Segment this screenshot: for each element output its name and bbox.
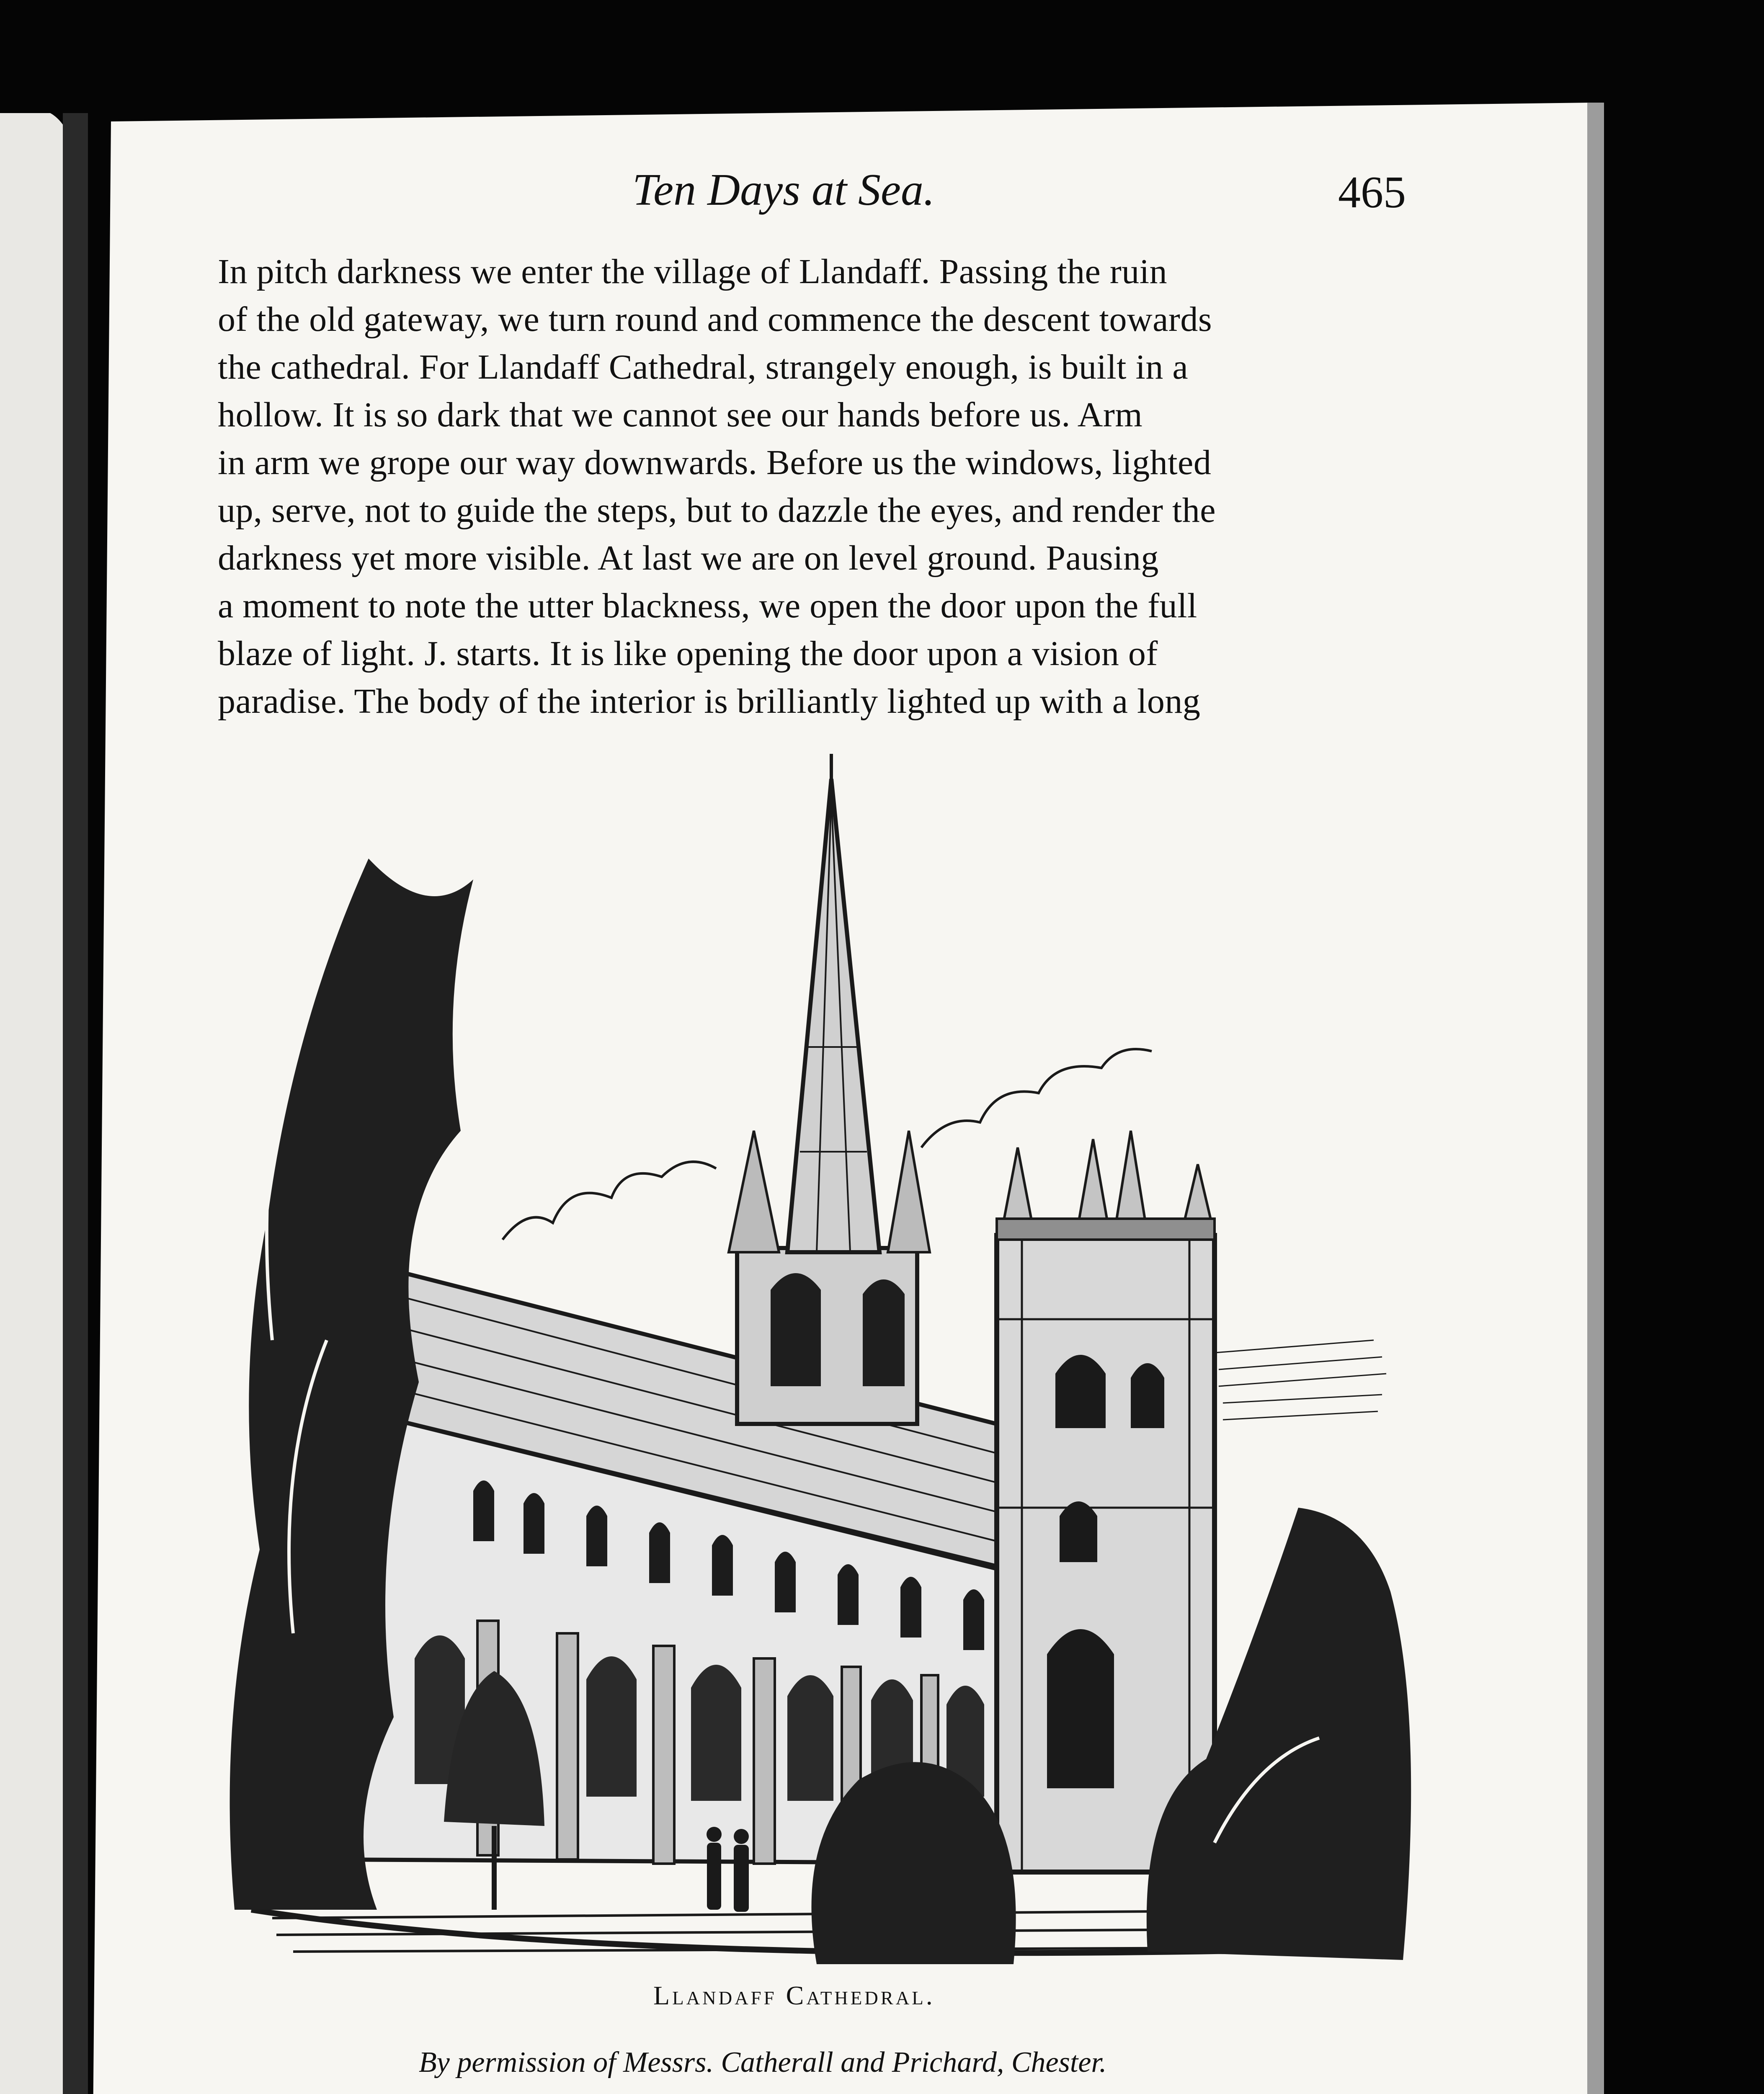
body-line: a moment to note the utter blackness, we open the door upon the full xyxy=(218,586,1197,625)
illustration-caption-title: Llandaff Cathedral. xyxy=(653,1981,935,2010)
page-number: 465 xyxy=(1338,168,1406,217)
body-line: of the old gateway, we turn round and commence the descent towards xyxy=(218,300,1212,339)
body-line: In pitch darkness we enter the village of Llandaff. Passing the ruin xyxy=(218,252,1168,291)
body-line: the cathedral. For Llandaff Cathedral, strangely enough, is built in a xyxy=(218,348,1189,387)
body-line: blaze of light. J. starts. It is like opening the door upon a vision of xyxy=(218,634,1158,673)
body-line: up, serve, not to guide the steps, but to dazzle the eyes, and render the xyxy=(218,491,1216,530)
body-line: darkness yet more visible. At last we are on level ground. Pausing xyxy=(218,539,1159,578)
body-line: hollow. It is so dark that we cannot see our hands before us. Arm xyxy=(218,395,1143,434)
illustration-caption-credit: By permission of Messrs. Catherall and Prichard, Chester. xyxy=(419,2046,1107,2079)
running-head: Ten Days at Sea. xyxy=(632,165,935,215)
body-line: paradise. The body of the interior is brilliantly lighted up with a long xyxy=(218,682,1201,721)
body-line: in arm we grope our way downwards. Before us the windows, lighted xyxy=(218,443,1212,482)
